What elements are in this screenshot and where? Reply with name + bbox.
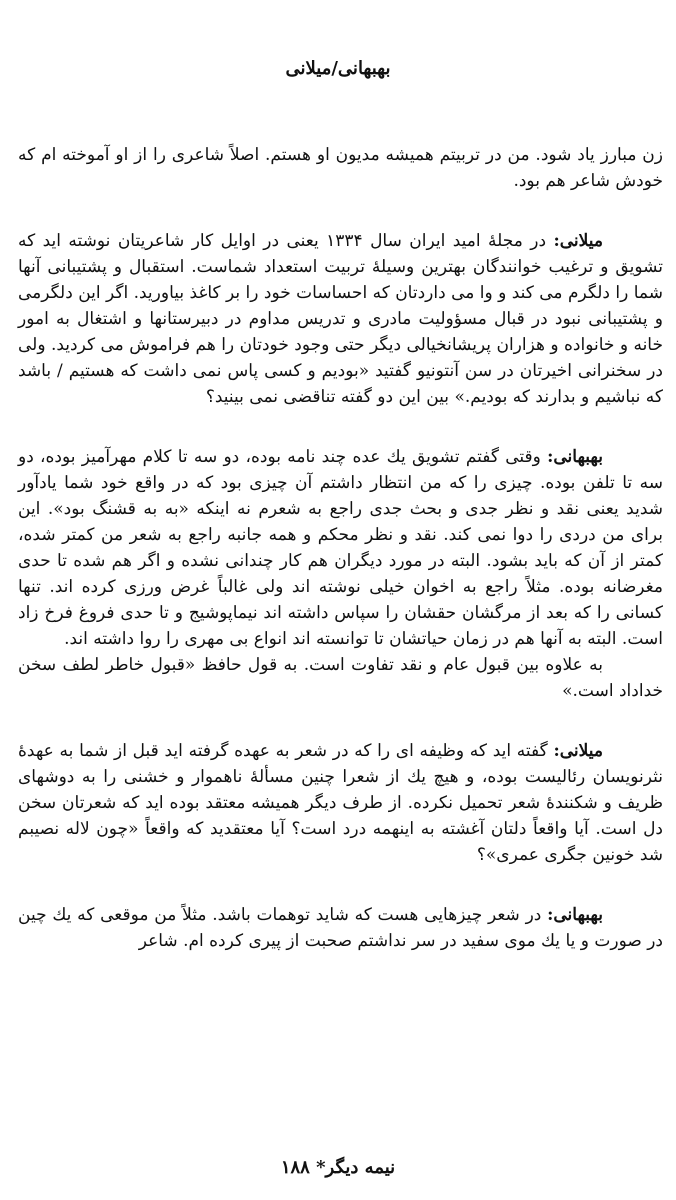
- paragraph-continuation: [18, 142, 663, 194]
- speaker-label: بهبهانی:: [547, 447, 603, 467]
- paragraph-gap: [18, 194, 663, 228]
- paragraph-milani-2: [18, 738, 663, 868]
- page-footer: نیمه دیگر* ۱۸۸: [280, 1157, 396, 1178]
- paragraph-milani-1: [18, 228, 663, 410]
- paragraph-gap: [18, 704, 663, 738]
- page-body: [18, 142, 663, 954]
- paragraph-behbahani-1b: [18, 652, 663, 704]
- running-header: بهبهانی/میلانی: [285, 58, 391, 79]
- paragraph-text: وقتی گفتم تشویق یك عده چند نامه بوده، دو سه تا کلام مهرآمیز بوده، دو سه تا تلفن بوده. چیزی را که من انتظار داشتم آن چیزی بود که در واقع خود شما یادآور شدید یعنی نقد و نظر جدی و بحث جدی راجع به شعرم نه اینکه «به به قشنگ بود». این برای من دردی را دوا نمی کند. نقد و نظر محکم و همه جانبه راجع به شعر من کمتر شده، کمتر از آن که باید بشود. البته در مورد دیگران هم کار چندانی نشده و اگر هم شده تا حدی مغرضانه بوده. مثلاً راجع به اخوان خیلی نوشته اند ولی غالباً غرض ورزی کرده اند. تنها کسانی را که بعد از مرگشان حقشان را سپاس داشته اند نیماپوشیج و تا حدی فروغ فرخ زاد است. البته به آنها هم در زمان حیاتشان تا توانسته اند انواع بی مهری را روا داشته اند.: [18, 447, 663, 649]
- paragraph-text: در مجلهٔ امید ایران سال ۱۳۳۴ یعنی در اوایل کار شاعریتان نوشته اید که تشویق و ترغیب خوانندگان بهترین وسیلهٔ تربیت استعداد شماست. استقبال و پشتیبانی آنها شما را دلگرم می کند و وا می داردتان که احساسات خود را بر کاغذ بیاورید. اگر این دلگرمی و پشتیبانی نبود در قبال مسؤولیت مادری و تدریس مداوم در دبیرستانها و اشتغال به امور خانه و خانواده و هزاران پریشانخیالی دیگر حتی وجود خودتان را هم فراموش می کردید. ولی در سخنرانی اخیرتان در سن آنتونیو گفتید «بودیم و کسی پاس نمی داشت که هستیم / باشد که نباشیم و بدارند که بودیم.» بین این دو گفته تناقضی نمی بینید؟: [18, 231, 663, 407]
- paragraph-gap: [18, 868, 663, 902]
- paragraph-text: گفته اید که وظیفه ای را که در شعر به عهده گرفته اید قبل از شما به عهدهٔ نثرنویسان رئالیست بوده، و هیچ یك از شعرا چنین مسألهٔ ناهموار و خشنی را به دوشهای ظریف و شکنندهٔ شعر تحمیل نکرده. از طرف دیگر همیشه معتقد بوده اید که شعرتان سخن دل است. آیا واقعاً دلتان آغشته به اینهمه درد است؟ آیا معتقدید که واقعاً «چون لاله نصیبم شد خونین جگری عمری»؟: [18, 741, 663, 865]
- paragraph-behbahani-2: [18, 902, 663, 954]
- speaker-label: میلانی:: [553, 231, 603, 251]
- paragraph-gap: [18, 410, 663, 444]
- paragraph-text: به علاوه بین قبول عام و نقد تفاوت است. به قول حافظ «قبول خاطر لطف سخن خداداد است.»: [18, 655, 663, 701]
- paragraph-behbahani-1: [18, 444, 663, 652]
- speaker-label: میلانی:: [553, 741, 603, 761]
- speaker-label: بهبهانی:: [547, 905, 603, 925]
- paragraph-text: در شعر چیزهایی هست که شاید توهمات باشد. مثلاً من موقعی که یك چین در صورت و یا یك موی سفید در سر نداشتم صحبت از پیری کرده ام. شاعر: [18, 905, 663, 951]
- paragraph-text: زن مبارز یاد شود. من در تربیتم همیشه مدیون او هستم. اصلاً شاعری را از او آموخته ام که خودش شاعر هم بود.: [18, 145, 663, 191]
